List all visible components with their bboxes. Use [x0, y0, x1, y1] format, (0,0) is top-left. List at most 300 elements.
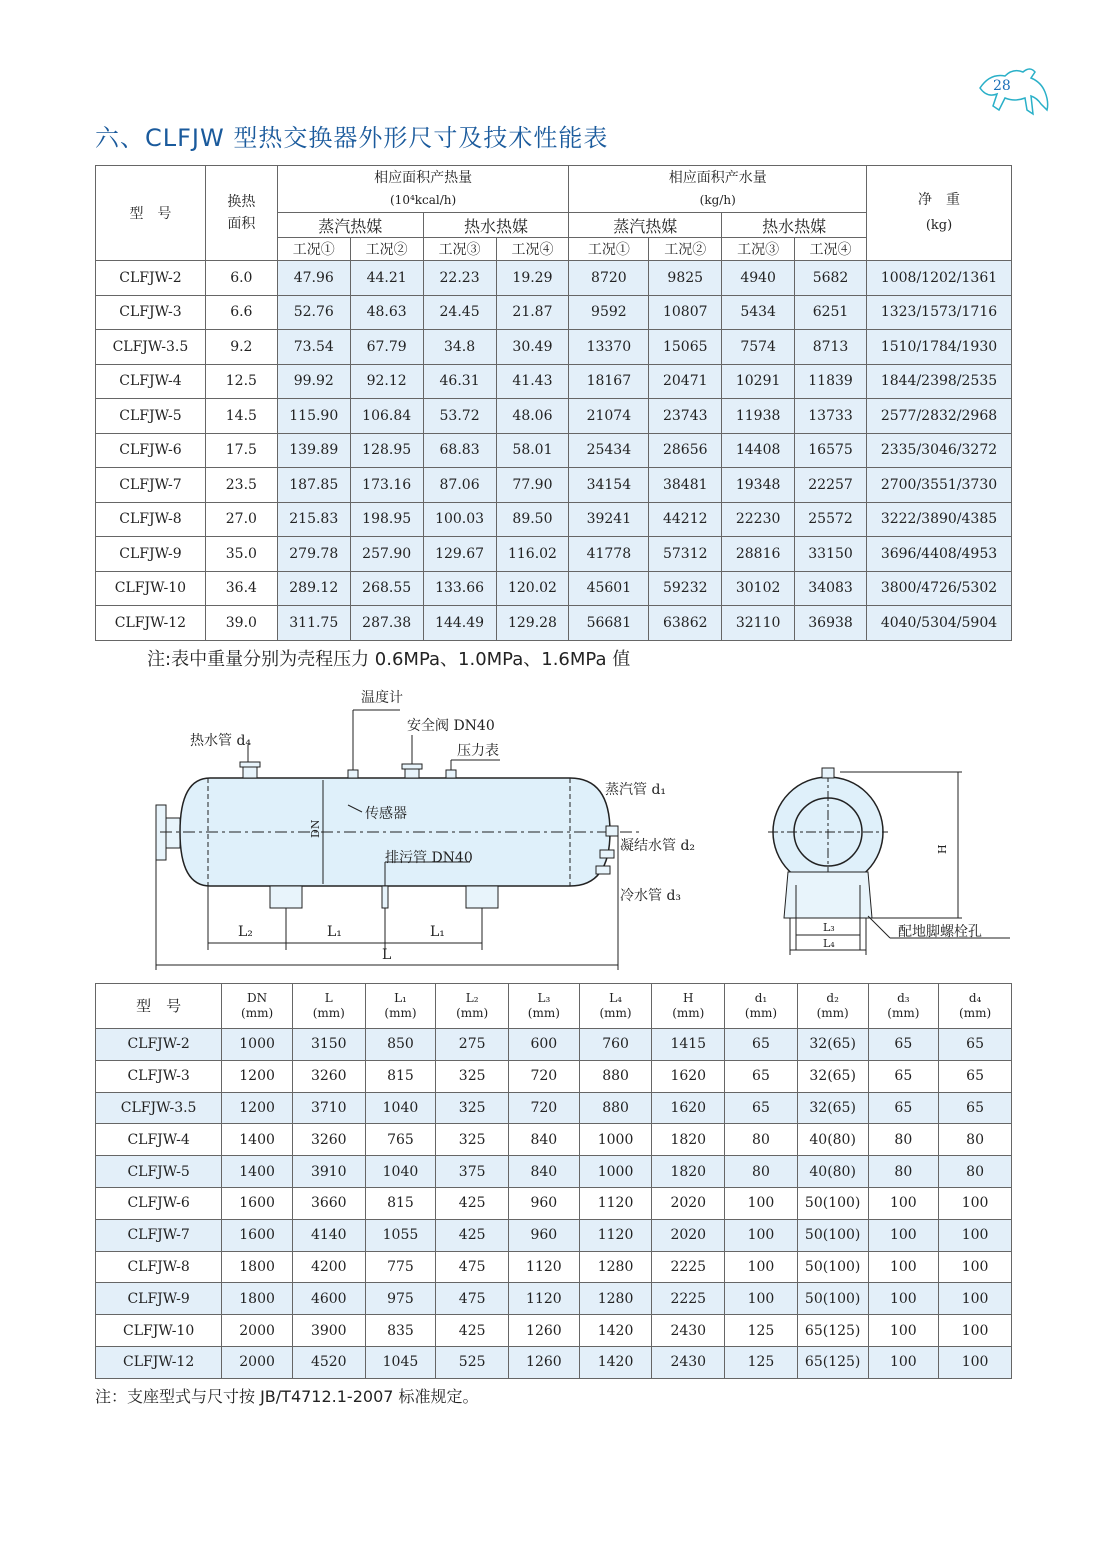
value-cell: 425 [436, 1219, 509, 1251]
value-cell: 80 [868, 1156, 939, 1188]
thermometer-label: 温度计 [361, 690, 403, 706]
exchanger-drawing [120, 680, 1020, 980]
value-cell: 100 [868, 1283, 939, 1315]
value-cell: 100 [868, 1346, 939, 1378]
nozzle-flange [240, 762, 260, 767]
value-cell: 100 [868, 1251, 939, 1283]
value-cell: 65 [939, 1029, 1012, 1061]
value-cell: 87.06 [423, 468, 496, 503]
value-cell: 116.02 [496, 537, 569, 572]
value-cell: 1820 [652, 1156, 725, 1188]
value-cell: 257.90 [350, 537, 423, 572]
value-cell: 960 [509, 1187, 580, 1219]
value-cell: 1800 [222, 1283, 293, 1315]
value-cell: 65 [725, 1060, 798, 1092]
value-cell: 1280 [579, 1251, 652, 1283]
value-cell: 840 [509, 1124, 580, 1156]
value-cell: 1510/1784/1930 [866, 330, 1011, 365]
value-cell: 1620 [652, 1060, 725, 1092]
header-heat-hotwater: 热水热媒 [423, 213, 569, 238]
value-cell: 8720 [569, 261, 649, 296]
value-cell: 80 [939, 1156, 1012, 1188]
end-view-nozzle [822, 768, 834, 778]
value-cell: 1260 [509, 1315, 580, 1347]
value-cell: 19.29 [496, 261, 569, 296]
value-cell: 24.45 [423, 295, 496, 330]
value-cell: 325 [436, 1060, 509, 1092]
value-cell: 2020 [652, 1187, 725, 1219]
value-cell: 5682 [795, 261, 867, 296]
dimension-header: d₁ (mm) [725, 984, 798, 1029]
value-cell: 1280 [579, 1283, 652, 1315]
condensate-nozzle [600, 850, 614, 858]
value-cell: 1120 [579, 1187, 652, 1219]
model-cell: CLFJW-4 [96, 364, 206, 399]
value-cell: 128.95 [350, 433, 423, 468]
value-cell: 1620 [652, 1092, 725, 1124]
value-cell: 63862 [649, 606, 722, 641]
value-cell: 2225 [652, 1283, 725, 1315]
safety-valve-label: 安全阀 DN40 [407, 718, 495, 734]
table-row [96, 295, 1012, 330]
value-cell: 65 [725, 1029, 798, 1061]
value-cell: 100 [725, 1219, 798, 1251]
hot-water-pipe-label: 热水管 d₄ [190, 733, 252, 749]
value-cell: 1000 [579, 1124, 652, 1156]
value-cell: 115.90 [277, 399, 350, 434]
value-cell: 9825 [649, 261, 722, 296]
value-cell: 1200 [222, 1060, 293, 1092]
value-cell: 32(65) [797, 1092, 868, 1124]
value-cell: 52.76 [277, 295, 350, 330]
saddle-support-right [466, 886, 498, 908]
value-cell: 425 [436, 1315, 509, 1347]
page-title: 六、CLFJW 型热交换器外形尺寸及技术性能表 [95, 124, 609, 152]
value-cell: 65(125) [797, 1346, 868, 1378]
value-cell: 100 [868, 1219, 939, 1251]
value-cell: 3910 [292, 1156, 365, 1188]
header-heat-steam: 蒸汽热媒 [277, 213, 423, 238]
value-cell: 48.06 [496, 399, 569, 434]
value-cell: 100 [725, 1283, 798, 1315]
value-cell: 6251 [795, 295, 867, 330]
value-cell: 129.28 [496, 606, 569, 641]
value-cell: 23.5 [205, 468, 277, 503]
dimension-header: L₁ (mm) [365, 984, 436, 1029]
value-cell: 100 [939, 1346, 1012, 1378]
value-cell: 18167 [569, 364, 649, 399]
drain-nozzle [382, 886, 388, 908]
value-cell: 600 [509, 1029, 580, 1061]
value-cell: 1600 [222, 1219, 293, 1251]
table-row [96, 1029, 1012, 1061]
value-cell: 1008/1202/1361 [866, 261, 1011, 296]
value-cell: 56681 [569, 606, 649, 641]
header-heat: 相应面积产热量 (10⁴kcal/h) [277, 166, 569, 213]
value-cell: 41778 [569, 537, 649, 572]
value-cell: 5434 [722, 295, 795, 330]
value-cell: 13370 [569, 330, 649, 365]
value-cell: 34083 [795, 571, 867, 606]
sensor-label: 传感器 [365, 806, 407, 822]
header-cond-1: 工况① [569, 238, 649, 261]
value-cell: 100 [939, 1283, 1012, 1315]
value-cell: 1844/2398/2535 [866, 364, 1011, 399]
l4-label: L₄ [823, 937, 835, 950]
table-row [96, 502, 1012, 537]
value-cell: 9.2 [205, 330, 277, 365]
value-cell: 1055 [365, 1219, 436, 1251]
value-cell: 53.72 [423, 399, 496, 434]
value-cell: 198.95 [350, 502, 423, 537]
value-cell: 139.89 [277, 433, 350, 468]
value-cell: 3222/3890/4385 [866, 502, 1011, 537]
value-cell: 41.43 [496, 364, 569, 399]
model-cell: CLFJW-8 [96, 502, 206, 537]
header-cond-4: 工况④ [496, 238, 569, 261]
value-cell: 775 [365, 1251, 436, 1283]
value-cell: 475 [436, 1251, 509, 1283]
model-cell: CLFJW-4 [96, 1124, 222, 1156]
table-row [96, 433, 1012, 468]
table-row [96, 537, 1012, 572]
value-cell: 14408 [722, 433, 795, 468]
value-cell: 325 [436, 1124, 509, 1156]
value-cell: 144.49 [423, 606, 496, 641]
value-cell: 173.16 [350, 468, 423, 503]
value-cell: 19348 [722, 468, 795, 503]
value-cell: 1800 [222, 1251, 293, 1283]
l2-label: L₂ [238, 924, 253, 940]
value-cell: 100 [939, 1315, 1012, 1347]
header-water-hotwater: 热水热媒 [722, 213, 867, 238]
value-cell: 30.49 [496, 330, 569, 365]
value-cell: 6.6 [205, 295, 277, 330]
value-cell: 14.5 [205, 399, 277, 434]
value-cell: 1040 [365, 1092, 436, 1124]
header-area: 换热面积 [205, 166, 277, 261]
model-cell: CLFJW-3 [96, 295, 206, 330]
page-number: 28 [993, 78, 1011, 94]
value-cell: 17.5 [205, 433, 277, 468]
value-cell: 67.79 [350, 330, 423, 365]
horse-logo-icon [975, 58, 1055, 128]
nozzle-flange [402, 764, 422, 769]
table-row [96, 1315, 1012, 1347]
value-cell: 32(65) [797, 1029, 868, 1061]
header-cond-3: 工况③ [722, 238, 795, 261]
value-cell: 4520 [292, 1346, 365, 1378]
value-cell: 1400 [222, 1124, 293, 1156]
value-cell: 4040/5304/5904 [866, 606, 1011, 641]
value-cell: 100 [725, 1187, 798, 1219]
value-cell: 3150 [292, 1029, 365, 1061]
model-cell: CLFJW-6 [96, 433, 206, 468]
value-cell: 25572 [795, 502, 867, 537]
value-cell: 2000 [222, 1315, 293, 1347]
value-cell: 7574 [722, 330, 795, 365]
value-cell: 125 [725, 1346, 798, 1378]
dimension-header: L₄ (mm) [579, 984, 652, 1029]
value-cell: 1400 [222, 1156, 293, 1188]
value-cell: 77.90 [496, 468, 569, 503]
model-cell: CLFJW-3.5 [96, 330, 206, 365]
value-cell: 1420 [579, 1346, 652, 1378]
anchor-bolt-label: 配地脚螺栓孔 [898, 924, 982, 940]
model-cell: CLFJW-8 [96, 1251, 222, 1283]
value-cell: 50(100) [797, 1187, 868, 1219]
value-cell: 880 [579, 1060, 652, 1092]
value-cell: 36.4 [205, 571, 277, 606]
dimension-header: L₃ (mm) [509, 984, 580, 1029]
left-flange-neck [166, 818, 180, 848]
header-water: 相应面积产水量 (kg/h) [569, 166, 867, 213]
value-cell: 850 [365, 1029, 436, 1061]
table-row [96, 1092, 1012, 1124]
value-cell: 58.01 [496, 433, 569, 468]
model-cell: CLFJW-3.5 [96, 1092, 222, 1124]
value-cell: 100 [939, 1251, 1012, 1283]
value-cell: 325 [436, 1092, 509, 1124]
value-cell: 22230 [722, 502, 795, 537]
table-row [96, 468, 1012, 503]
value-cell: 80 [725, 1124, 798, 1156]
value-cell: 100 [725, 1251, 798, 1283]
header-model: 型 号 [96, 166, 206, 261]
value-cell: 815 [365, 1187, 436, 1219]
header-cond-2: 工况② [350, 238, 423, 261]
value-cell: 22.23 [423, 261, 496, 296]
header-cond-3: 工况③ [423, 238, 496, 261]
value-cell: 106.84 [350, 399, 423, 434]
model-cell: CLFJW-2 [96, 261, 206, 296]
value-cell: 65 [939, 1060, 1012, 1092]
table-row [96, 399, 1012, 434]
value-cell: 34154 [569, 468, 649, 503]
value-cell: 100 [939, 1219, 1012, 1251]
value-cell: 311.75 [277, 606, 350, 641]
dimension-header: d₃ (mm) [868, 984, 939, 1029]
model-cell: CLFJW-12 [96, 1346, 222, 1378]
value-cell: 187.85 [277, 468, 350, 503]
value-cell: 835 [365, 1315, 436, 1347]
value-cell: 840 [509, 1156, 580, 1188]
page-number-badge [975, 58, 1055, 128]
model-cell: CLFJW-9 [96, 1283, 222, 1315]
value-cell: 65 [939, 1092, 1012, 1124]
value-cell: 13733 [795, 399, 867, 434]
value-cell: 68.83 [423, 433, 496, 468]
cold-water-pipe-label: 冷水管 d₃ [620, 888, 682, 904]
value-cell: 32110 [722, 606, 795, 641]
value-cell: 20471 [649, 364, 722, 399]
value-cell: 100 [868, 1315, 939, 1347]
value-cell: 1120 [509, 1283, 580, 1315]
value-cell: 99.92 [277, 364, 350, 399]
header-cond-4: 工况④ [795, 238, 867, 261]
header-water-steam: 蒸汽热媒 [569, 213, 722, 238]
value-cell: 8713 [795, 330, 867, 365]
header-cond-1: 工况① [277, 238, 350, 261]
value-cell: 1200 [222, 1092, 293, 1124]
table-row [96, 1283, 1012, 1315]
value-cell: 16575 [795, 433, 867, 468]
value-cell: 2225 [652, 1251, 725, 1283]
table-row [96, 364, 1012, 399]
value-cell: 100 [868, 1187, 939, 1219]
value-cell: 21074 [569, 399, 649, 434]
value-cell: 880 [579, 1092, 652, 1124]
value-cell: 100.03 [423, 502, 496, 537]
value-cell: 1045 [365, 1346, 436, 1378]
value-cell: 48.63 [350, 295, 423, 330]
value-cell: 28816 [722, 537, 795, 572]
value-cell: 133.66 [423, 571, 496, 606]
table-row [96, 571, 1012, 606]
table-row [96, 1124, 1012, 1156]
cold-water-nozzle [596, 866, 610, 874]
value-cell: 1000 [222, 1029, 293, 1061]
value-cell: 1415 [652, 1029, 725, 1061]
saddle-support-left [270, 886, 302, 908]
value-cell: 11938 [722, 399, 795, 434]
value-cell: 89.50 [496, 502, 569, 537]
value-cell: 2430 [652, 1315, 725, 1347]
model-cell: CLFJW-5 [96, 399, 206, 434]
leader-line [868, 916, 890, 938]
value-cell: 120.02 [496, 571, 569, 606]
value-cell: 1120 [579, 1219, 652, 1251]
model-cell: CLFJW-10 [96, 1315, 222, 1347]
value-cell: 10807 [649, 295, 722, 330]
value-cell: 57312 [649, 537, 722, 572]
value-cell: 80 [939, 1124, 1012, 1156]
value-cell: 1820 [652, 1124, 725, 1156]
dimension-table [95, 983, 1012, 1379]
table-row [96, 1346, 1012, 1378]
model-cell: CLFJW-12 [96, 606, 206, 641]
model-cell: CLFJW-7 [96, 1219, 222, 1251]
l1-label: L₁ [430, 924, 445, 940]
h-label: H [936, 844, 949, 854]
value-cell: 6.0 [205, 261, 277, 296]
model-cell: CLFJW-2 [96, 1029, 222, 1061]
value-cell: 36938 [795, 606, 867, 641]
value-cell: 34.8 [423, 330, 496, 365]
value-cell: 65 [868, 1092, 939, 1124]
value-cell: 11839 [795, 364, 867, 399]
value-cell: 1260 [509, 1346, 580, 1378]
value-cell: 59232 [649, 571, 722, 606]
value-cell: 3660 [292, 1187, 365, 1219]
pressure-gauge-nozzle [446, 770, 456, 778]
value-cell: 720 [509, 1092, 580, 1124]
value-cell: 4140 [292, 1219, 365, 1251]
value-cell: 33150 [795, 537, 867, 572]
dimension-header: H (mm) [652, 984, 725, 1029]
value-cell: 32(65) [797, 1060, 868, 1092]
value-cell: 9592 [569, 295, 649, 330]
steam-pipe-label: 蒸汽管 d₁ [605, 782, 667, 798]
dimension-header: L₂ (mm) [436, 984, 509, 1029]
value-cell: 1600 [222, 1187, 293, 1219]
value-cell: 23743 [649, 399, 722, 434]
thermometer-nozzle [348, 770, 358, 778]
value-cell: 35.0 [205, 537, 277, 572]
table-row [96, 1060, 1012, 1092]
value-cell: 44212 [649, 502, 722, 537]
value-cell: 287.38 [350, 606, 423, 641]
value-cell: 1000 [579, 1156, 652, 1188]
dimension-header: L (mm) [292, 984, 365, 1029]
dimension-header: d₂ (mm) [797, 984, 868, 1029]
model-cell: CLFJW-3 [96, 1060, 222, 1092]
value-cell: 1420 [579, 1315, 652, 1347]
value-cell: 1120 [509, 1251, 580, 1283]
value-cell: 40(80) [797, 1156, 868, 1188]
value-cell: 2020 [652, 1219, 725, 1251]
value-cell: 65 [868, 1029, 939, 1061]
value-cell: 50(100) [797, 1283, 868, 1315]
value-cell: 10291 [722, 364, 795, 399]
l-label: L [382, 947, 392, 963]
value-cell: 38481 [649, 468, 722, 503]
model-cell: CLFJW-10 [96, 571, 206, 606]
value-cell: 30102 [722, 571, 795, 606]
value-cell: 21.87 [496, 295, 569, 330]
value-cell: 275 [436, 1029, 509, 1061]
table-row [96, 261, 1012, 296]
value-cell: 125 [725, 1315, 798, 1347]
value-cell: 28656 [649, 433, 722, 468]
value-cell: 1040 [365, 1156, 436, 1188]
value-cell: 975 [365, 1283, 436, 1315]
table-note-weight: 注:表中重量分别为壳程压力 0.6MPa、1.0MPa、1.6MPa 值 [147, 649, 631, 670]
table-note-support: 注：支座型式与尺寸按 JB/T4712.1-2007 标准规定。 [95, 1387, 479, 1406]
value-cell: 2000 [222, 1346, 293, 1378]
table-row [96, 1187, 1012, 1219]
value-cell: 279.78 [277, 537, 350, 572]
value-cell: 3260 [292, 1060, 365, 1092]
value-cell: 40(80) [797, 1124, 868, 1156]
l3-label: L₃ [823, 921, 835, 934]
value-cell: 3260 [292, 1124, 365, 1156]
table-row [96, 1219, 1012, 1251]
table-row [96, 606, 1012, 641]
model-cell: CLFJW-7 [96, 468, 206, 503]
value-cell: 720 [509, 1060, 580, 1092]
value-cell: 760 [579, 1029, 652, 1061]
value-cell: 525 [436, 1346, 509, 1378]
header-weight: 净 重 (kg) [866, 166, 1011, 261]
drain-pipe-label: 排污管 DN40 [385, 850, 473, 866]
value-cell: 15065 [649, 330, 722, 365]
performance-table [95, 165, 1012, 641]
value-cell: 80 [868, 1124, 939, 1156]
value-cell: 45601 [569, 571, 649, 606]
value-cell: 44.21 [350, 261, 423, 296]
value-cell: 475 [436, 1283, 509, 1315]
value-cell: 3710 [292, 1092, 365, 1124]
value-cell: 3696/4408/4953 [866, 537, 1011, 572]
dn-label: DN [309, 819, 322, 838]
value-cell: 50(100) [797, 1219, 868, 1251]
value-cell: 3800/4726/5302 [866, 571, 1011, 606]
value-cell: 2430 [652, 1346, 725, 1378]
value-cell: 215.83 [277, 502, 350, 537]
value-cell: 65(125) [797, 1315, 868, 1347]
value-cell: 4600 [292, 1283, 365, 1315]
